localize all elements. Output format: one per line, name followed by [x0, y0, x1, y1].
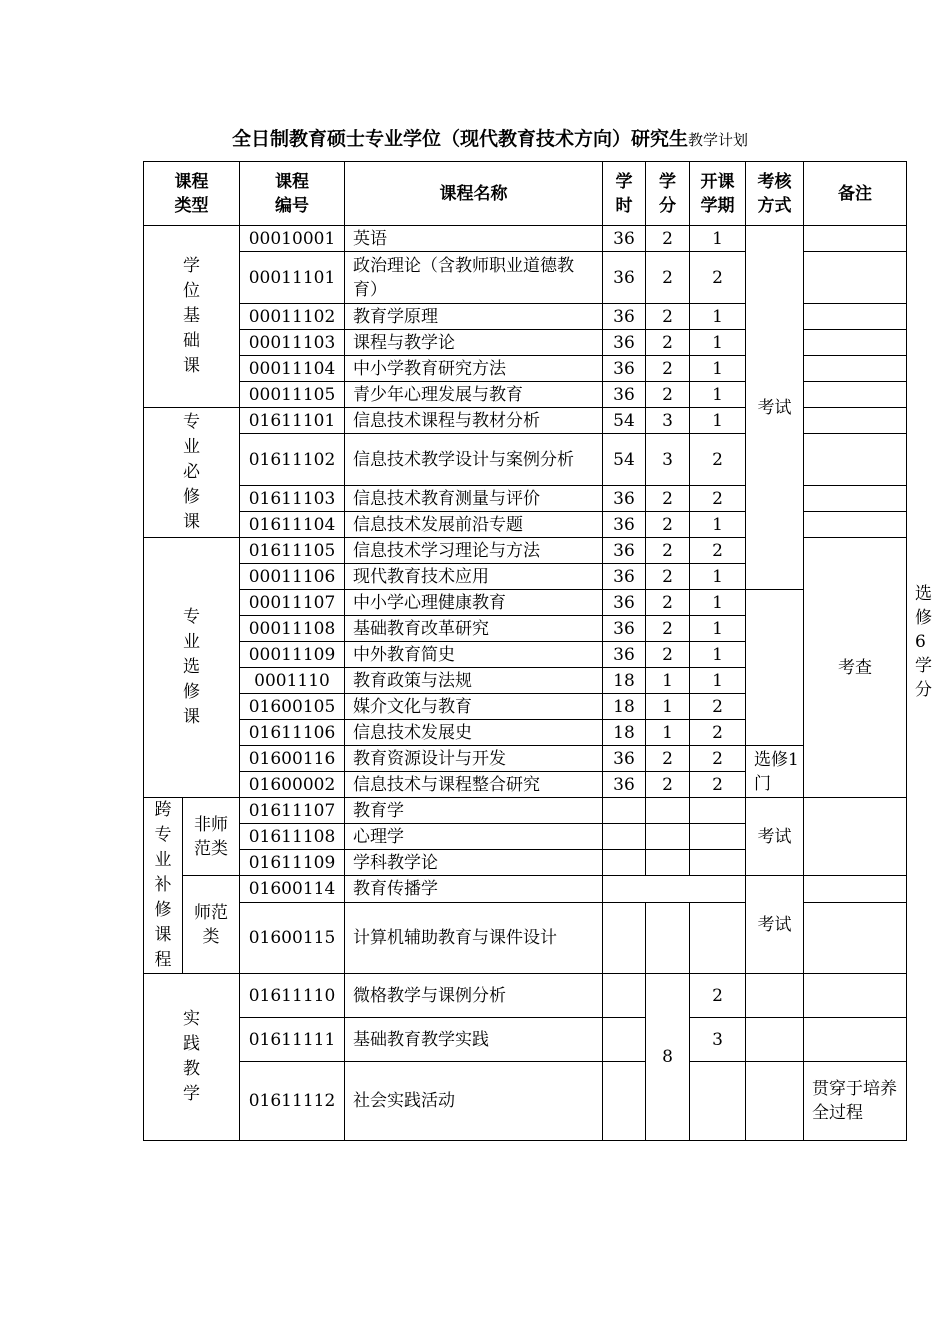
course-hours: 36 [603, 486, 646, 512]
course-credits: 2 [646, 486, 690, 512]
course-semester: 1 [690, 330, 746, 356]
title-suffix: 教学计划 [688, 131, 749, 149]
course-credits: 2 [646, 590, 690, 616]
course-note [804, 330, 907, 356]
course-semester: 2 [690, 252, 746, 304]
header-hours: 学时 [603, 162, 646, 226]
course-note [804, 252, 907, 304]
course-semester: 1 [690, 304, 746, 330]
course-note [804, 903, 907, 974]
course-name: 青少年心理发展与教育 [345, 382, 603, 408]
course-semester: 1 [690, 642, 746, 668]
course-code: 01611110 [240, 974, 345, 1018]
course-credits [646, 824, 690, 850]
course-semester [690, 824, 746, 850]
course-code: 00011103 [240, 330, 345, 356]
course-credits: 2 [646, 330, 690, 356]
course-semester [690, 1062, 746, 1141]
course-name: 微格教学与课例分析 [345, 974, 603, 1018]
course-code: 01611104 [240, 512, 345, 538]
course-note [804, 512, 907, 538]
course-semester: 1 [690, 668, 746, 694]
table-row [144, 1018, 907, 1062]
course-semester: 1 [690, 356, 746, 382]
course-hours: 36 [603, 382, 646, 408]
course-note [804, 226, 907, 252]
course-note [804, 876, 907, 903]
course-name: 英语 [345, 226, 603, 252]
course-code: 0001110 [240, 668, 345, 694]
course-name: 教育资源设计与开发 [345, 746, 603, 772]
table-row [144, 694, 907, 720]
header-code: 课程编号 [240, 162, 345, 226]
course-semester: 2 [690, 974, 746, 1018]
course-name: 现代教育技术应用 [345, 564, 603, 590]
course-credits [646, 798, 690, 824]
course-semester: 2 [690, 486, 746, 512]
course-hours: 36 [603, 746, 646, 772]
course-code: 01611103 [240, 486, 345, 512]
course-semester [690, 850, 746, 876]
course-hours: 36 [603, 772, 646, 798]
course-credits: 2 [646, 382, 690, 408]
course-hours: 18 [603, 720, 646, 746]
course-credits: 1 [646, 720, 690, 746]
course-semester: 1 [690, 512, 746, 538]
course-note [804, 408, 907, 434]
course-hours: 36 [603, 356, 646, 382]
table-row [144, 668, 907, 694]
course-credits: 2 [646, 226, 690, 252]
course-hours [603, 798, 646, 824]
course-hours [603, 903, 646, 974]
course-name: 基础教育教学实践 [345, 1018, 603, 1062]
course-code: 01600002 [240, 772, 345, 798]
course-code: 00011109 [240, 642, 345, 668]
group-degree-basic: 学位基础课 [144, 226, 240, 408]
exam-method [746, 1018, 804, 1062]
table-row [144, 798, 907, 824]
course-semester: 1 [690, 590, 746, 616]
course-code: 01611106 [240, 720, 345, 746]
course-semester: 2 [690, 434, 746, 486]
course-credits: 2 [646, 564, 690, 590]
table-row [144, 746, 907, 772]
table-row [144, 642, 907, 668]
exam-method: 考查 [804, 538, 907, 798]
course-hours [603, 850, 646, 876]
course-credits: 1 [646, 668, 690, 694]
table-row [144, 974, 907, 1018]
course-hours: 36 [603, 564, 646, 590]
table-row: 专业选修课 01611105 信息技术学习理论与方法 36 2 2 考查 选修6学分 [144, 538, 907, 564]
course-semester: 1 [690, 616, 746, 642]
course-name: 教育学原理 [345, 304, 603, 330]
course-name: 学科教学论 [345, 850, 603, 876]
header-type: 课程类型 [144, 162, 240, 226]
course-hours: 36 [603, 590, 646, 616]
course-name: 教育政策与法规 [345, 668, 603, 694]
group-practice: 实践教学 [144, 974, 240, 1141]
course-hours: 36 [603, 252, 646, 304]
course-credits: 2 [646, 356, 690, 382]
course-code: 00011102 [240, 304, 345, 330]
table-row [144, 590, 907, 616]
course-code: 01611107 [240, 798, 345, 824]
course-name: 信息技术与课程整合研究 [345, 772, 603, 798]
course-name: 社会实践活动 [345, 1062, 603, 1141]
course-hours [603, 1018, 646, 1062]
course-name: 信息技术学习理论与方法 [345, 538, 603, 564]
course-semester: 1 [690, 382, 746, 408]
course-hours: 18 [603, 668, 646, 694]
course-credits: 2 [646, 304, 690, 330]
course-hours: 54 [603, 408, 646, 434]
exam-method: 考试 [746, 226, 804, 590]
course-note [804, 974, 907, 1018]
course-code: 00010001 [240, 226, 345, 252]
course-semester: 2 [690, 694, 746, 720]
course-code: 00011101 [240, 252, 345, 304]
course-hours: 36 [603, 226, 646, 252]
course-note [804, 1018, 907, 1062]
course-hours [603, 1062, 646, 1141]
subgroup-normal: 师范类 [183, 876, 240, 974]
course-note [804, 798, 907, 876]
table-row [144, 876, 907, 903]
course-semester: 2 [690, 538, 746, 564]
course-credits: 2 [646, 252, 690, 304]
course-code: 01611108 [240, 824, 345, 850]
exam-method [746, 1062, 804, 1141]
course-credits: 2 [646, 512, 690, 538]
header-row [144, 162, 907, 226]
course-code: 00011108 [240, 616, 345, 642]
course-name: 政治理论（含教师职业道德教育） [345, 252, 603, 304]
course-name: 媒介文化与教育 [345, 694, 603, 720]
course-name: 中小学教育研究方法 [345, 356, 603, 382]
course-hours [603, 824, 646, 850]
course-code: 00011104 [240, 356, 345, 382]
course-credits: 3 [646, 434, 690, 486]
course-code: 01600105 [240, 694, 345, 720]
course-code: 01611101 [240, 408, 345, 434]
course-hours: 36 [603, 512, 646, 538]
course-credits: 1 [646, 694, 690, 720]
course-name: 教育学 [345, 798, 603, 824]
course-credits [646, 850, 690, 876]
header-note: 备注 [804, 162, 907, 226]
course-code: 00011105 [240, 382, 345, 408]
course-hours: 36 [603, 538, 646, 564]
header-exam: 考核方式 [746, 162, 804, 226]
course-hours: 54 [603, 434, 646, 486]
course-semester [690, 798, 746, 824]
course-note [804, 382, 907, 408]
course-semester [690, 903, 746, 974]
course-hours: 36 [603, 616, 646, 642]
course-code: 01611109 [240, 850, 345, 876]
teaching-plan-table [143, 161, 932, 1141]
course-name: 中小学心理健康教育 [345, 590, 603, 616]
course-hours: 36 [603, 304, 646, 330]
course-code: 01611111 [240, 1018, 345, 1062]
course-note [804, 434, 907, 486]
course-hours: 36 [603, 330, 646, 356]
course-code: 01600116 [240, 746, 345, 772]
course-note [804, 486, 907, 512]
table-row [144, 720, 907, 746]
course-code: 00011107 [240, 590, 345, 616]
course-credits: 2 [646, 772, 690, 798]
title-main: 全日制教育硕士专业学位（现代教育技术方向）研究生 [231, 128, 688, 150]
course-blank [603, 876, 746, 903]
group-major-required: 专业必修课 [144, 408, 240, 538]
course-name: 信息技术发展史 [345, 720, 603, 746]
course-credits: 2 [646, 746, 690, 772]
header-semester: 开课学期 [690, 162, 746, 226]
practice-credits: 8 [646, 974, 690, 1141]
course-code: 01600115 [240, 903, 345, 974]
table-row [144, 226, 907, 252]
course-credits: 2 [646, 538, 690, 564]
exam-method [746, 974, 804, 1018]
subgroup-non-normal: 非师范类 [183, 798, 240, 876]
course-hours: 18 [603, 694, 646, 720]
course-code: 01611112 [240, 1062, 345, 1141]
group-major-elective: 专业选修课 [144, 538, 240, 798]
course-code: 01600114 [240, 876, 345, 903]
course-credits: 2 [646, 616, 690, 642]
course-code: 01611105 [240, 538, 345, 564]
table-row [144, 1062, 907, 1141]
course-name: 信息技术教育测量与评价 [345, 486, 603, 512]
course-semester: 1 [690, 226, 746, 252]
course-name: 中外教育简史 [345, 642, 603, 668]
course-name: 计算机辅助教育与课件设计 [345, 903, 603, 974]
header-name: 课程名称 [345, 162, 603, 226]
course-code: 01611102 [240, 434, 345, 486]
course-name: 信息技术发展前沿专题 [345, 512, 603, 538]
course-semester: 2 [690, 746, 746, 772]
header-credits: 学分 [646, 162, 690, 226]
course-name: 教育传播学 [345, 876, 603, 903]
course-semester: 3 [690, 1018, 746, 1062]
exam-method: 考试 [746, 876, 804, 974]
page-title [0, 124, 950, 151]
course-name: 课程与教学论 [345, 330, 603, 356]
course-credits: 2 [646, 642, 690, 668]
course-hours [603, 974, 646, 1018]
table-row [144, 616, 907, 642]
group-cross-major: 跨专业补修课程 [144, 798, 183, 974]
course-credits: 3 [646, 408, 690, 434]
course-name: 信息技术课程与教材分析 [345, 408, 603, 434]
course-name: 信息技术教学设计与案例分析 [345, 434, 603, 486]
course-code: 00011106 [240, 564, 345, 590]
course-name: 基础教育改革研究 [345, 616, 603, 642]
course-semester: 1 [690, 564, 746, 590]
course-note: 选修1门 [746, 746, 804, 798]
course-semester: 1 [690, 408, 746, 434]
course-semester: 2 [690, 720, 746, 746]
course-credits [646, 903, 690, 974]
course-note [804, 304, 907, 330]
course-name: 心理学 [345, 824, 603, 850]
course-hours: 36 [603, 642, 646, 668]
course-note: 贯穿于培养全过程 [804, 1062, 907, 1141]
course-note [804, 356, 907, 382]
exam-method: 考试 [746, 798, 804, 876]
course-semester: 2 [690, 772, 746, 798]
